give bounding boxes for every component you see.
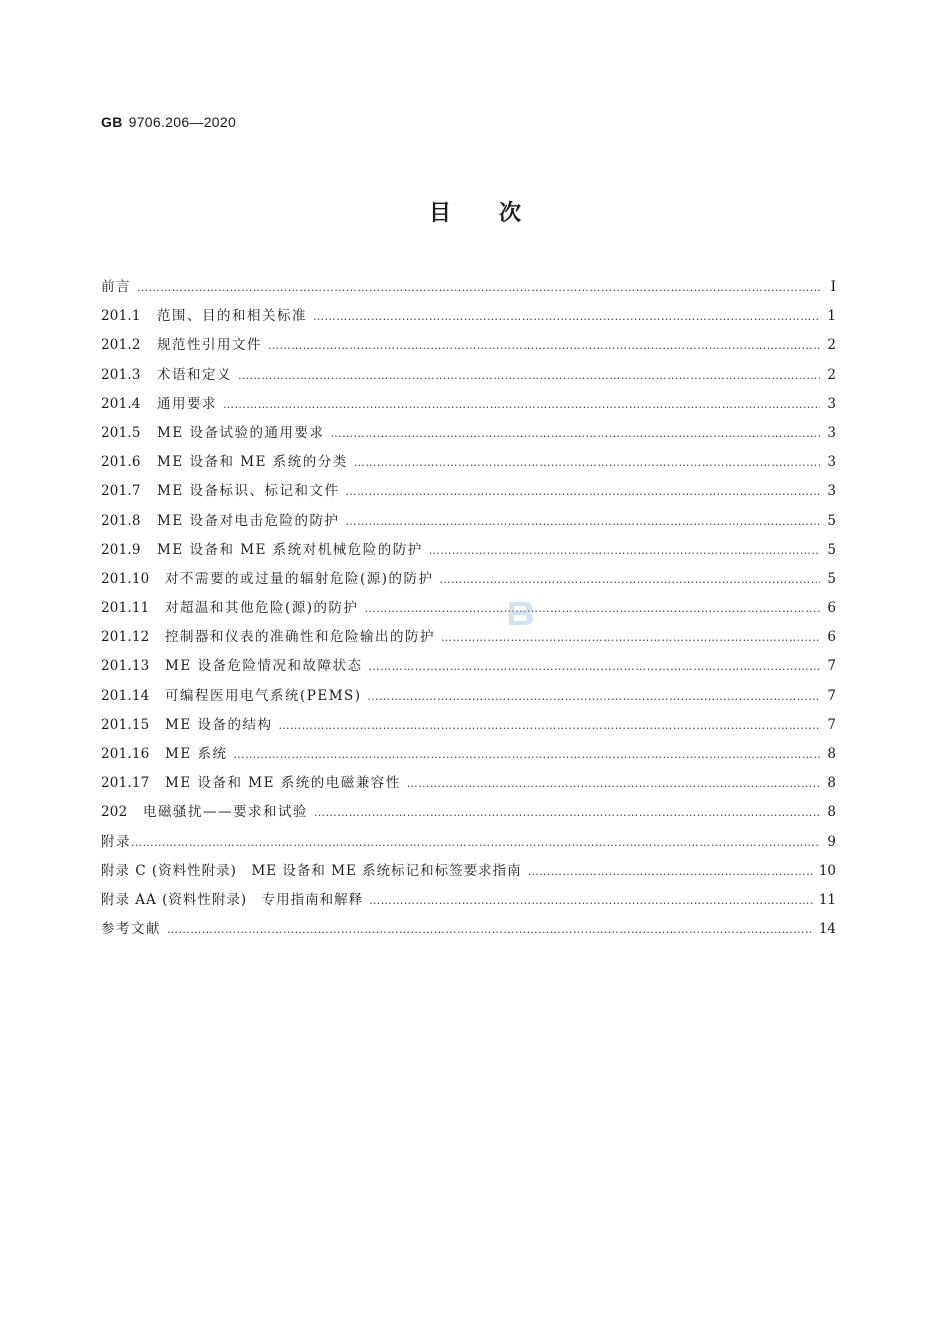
toc-entry-annex-c[interactable] (101, 859, 836, 888)
toc-entry-label: 对不需要的或过量的辐射危险(源)的防护 (165, 570, 434, 587)
toc-leader-dots (233, 748, 820, 761)
toc-entry-label: ME 设备试验的通用要求 (157, 424, 325, 441)
toc-entry-number: 201.6 (101, 454, 141, 471)
toc-entry-number: 201.4 (101, 395, 141, 412)
toc-entry-label: 通用要求 (157, 395, 217, 412)
page-title-char-2: 次 (499, 201, 522, 226)
toc-entry-number: 201.5 (101, 424, 141, 441)
toc-leader-dots (368, 690, 820, 703)
toc-entry-label: ME 设备的结构 (165, 716, 273, 733)
standard-code: 9706.206—2020 (128, 114, 237, 130)
toc-leader-dots (354, 456, 820, 469)
toc-entry-201-5[interactable] (101, 421, 836, 450)
page-title (0, 196, 950, 227)
toc-entry-201-8[interactable] (101, 509, 836, 538)
toc-entry-label: 附录 C (资料性附录) ME 设备和 ME 系统标记和标签要求指南 (101, 862, 522, 879)
toc-entry-page: 9 (827, 833, 836, 850)
toc-entry-201-7[interactable] (101, 479, 836, 508)
toc-entry-201-10[interactable] (101, 567, 836, 596)
toc-entry-label: ME 设备和 ME 系统的分类 (157, 454, 348, 471)
toc-leader-dots (441, 631, 820, 644)
toc-leader-dots (429, 544, 820, 557)
toc-entry-number: 201.7 (101, 483, 141, 500)
toc-leader-dots (268, 339, 820, 352)
toc-entry-201-11[interactable] (101, 596, 836, 625)
toc-entry-label: 前言 (101, 279, 131, 295)
toc-entry-201-2[interactable] (101, 333, 836, 362)
toc-entry-page: 3 (827, 454, 836, 471)
toc-entry-page: 11 (818, 891, 836, 908)
standard-prefix: GB (101, 114, 123, 130)
toc-entry-202[interactable] (101, 800, 836, 829)
toc-entry-201-4[interactable] (101, 392, 836, 421)
toc-leader-dots (223, 398, 820, 411)
toc-leader-dots (137, 281, 820, 294)
toc-entry-page: 14 (818, 921, 836, 938)
toc-entry-page: 5 (827, 570, 836, 587)
toc-entry-201-13[interactable] (101, 654, 836, 683)
page-title-char-1: 目 (428, 201, 451, 226)
toc-leader-dots (330, 427, 820, 440)
toc-entry-annex[interactable] (101, 830, 836, 859)
toc-leader-dots (131, 836, 820, 849)
toc-entry-label: ME 设备标识、标记和文件 (157, 483, 340, 500)
toc-entry-label: 术语和定义 (157, 366, 232, 383)
toc-entry-number: 201.13 (101, 658, 150, 675)
toc-entry-number: 202 (101, 804, 128, 821)
toc-entry-label: 可编程医用电气系统(PEMS) (165, 687, 362, 704)
toc-entry-label: 规范性引用文件 (157, 337, 262, 354)
toc-entry-201-15[interactable] (101, 713, 836, 742)
toc-entry-label: 附录 (101, 833, 131, 850)
toc-entry-number: 201.17 (101, 775, 150, 792)
table-of-contents (101, 275, 836, 946)
toc-entry-label: ME 设备和 ME 系统对机械危险的防护 (157, 541, 423, 558)
toc-leader-dots (314, 806, 820, 819)
toc-entry-201-9[interactable] (101, 538, 836, 567)
toc-entry-label: ME 系统 (165, 746, 228, 762)
toc-entry-label: ME 设备对电击危险的防护 (157, 512, 340, 529)
toc-entry-number: 201.12 (101, 629, 150, 646)
toc-entry-page: Ⅰ (830, 279, 836, 295)
toc-entry-201-3[interactable] (101, 363, 836, 392)
toc-entry-annex-aa[interactable] (101, 888, 836, 917)
toc-entry-201-14[interactable] (101, 684, 836, 713)
toc-leader-dots (238, 369, 820, 382)
toc-entry-number: 201.11 (101, 600, 150, 617)
toc-entry-page: 2 (827, 337, 836, 354)
toc-entry-number: 201.15 (101, 716, 150, 733)
toc-entry-page: 6 (827, 629, 836, 646)
toc-entry-page: 3 (827, 483, 836, 500)
toc-entry-label: 参考文献 (101, 921, 161, 938)
toc-leader-dots (528, 865, 813, 878)
toc-entry-label: ME 设备危险情况和故障状态 (165, 658, 363, 675)
toc-entry-label: 范围、目的和相关标准 (157, 308, 307, 325)
toc-entry-number: 201.2 (101, 337, 141, 354)
toc-entry-page: 5 (827, 512, 836, 529)
toc-entry-label: 对超温和其他危险(源)的防护 (165, 600, 359, 617)
toc-leader-dots (369, 894, 813, 907)
toc-entry-page: 1 (827, 308, 836, 325)
toc-entry-page: 2 (827, 366, 836, 383)
toc-entry-label: 附录 AA (资料性附录) 专用指南和解释 (101, 891, 364, 908)
toc-entry-page: 7 (827, 687, 836, 704)
toc-entry-page: 5 (827, 541, 836, 558)
toc-entry-page: 8 (827, 746, 836, 762)
toc-leader-dots (368, 660, 820, 673)
toc-entry-number: 201.14 (101, 687, 150, 704)
toc-entry-201-16[interactable] (101, 742, 836, 771)
toc-leader-dots (365, 602, 820, 615)
toc-entry-number: 201.9 (101, 541, 141, 558)
toc-entry-201-17[interactable] (101, 771, 836, 800)
toc-leader-dots (345, 515, 820, 528)
toc-entry-number: 201.10 (101, 570, 150, 587)
toc-leader-dots (440, 573, 820, 586)
toc-entry-201-6[interactable] (101, 450, 836, 479)
toc-entry-page: 7 (827, 658, 836, 675)
toc-entry-label: ME 设备和 ME 系统的电磁兼容性 (165, 775, 401, 792)
toc-entry-page: 6 (827, 600, 836, 617)
toc-entry-page: 10 (818, 862, 836, 879)
toc-entry-201-1[interactable] (101, 304, 836, 333)
toc-entry-number: 201.16 (101, 746, 150, 762)
toc-entry-foreword[interactable] (101, 275, 836, 304)
toc-entry-page: 3 (827, 395, 836, 412)
toc-entry-number: 201.1 (101, 308, 141, 325)
toc-entry-201-12[interactable] (101, 625, 836, 654)
toc-entry-label: 控制器和仪表的准确性和危险输出的防护 (165, 629, 435, 646)
toc-leader-dots (345, 485, 820, 498)
toc-entry-page: 8 (827, 775, 836, 792)
standard-number-header (101, 114, 236, 130)
toc-entry-page: 7 (827, 716, 836, 733)
toc-entry-label: 电磁骚扰——要求和试验 (143, 804, 308, 821)
toc-entry-number: 201.3 (101, 366, 141, 383)
toc-leader-dots (313, 310, 820, 323)
toc-leader-dots (278, 719, 820, 732)
toc-leader-dots (407, 777, 820, 790)
toc-entry-bibliography[interactable] (101, 917, 836, 946)
toc-entry-page: 8 (827, 804, 836, 821)
watermark-logo-icon (506, 600, 534, 626)
toc-entry-number: 201.8 (101, 512, 141, 529)
toc-leader-dots (167, 923, 813, 936)
toc-entry-page: 3 (827, 424, 836, 441)
